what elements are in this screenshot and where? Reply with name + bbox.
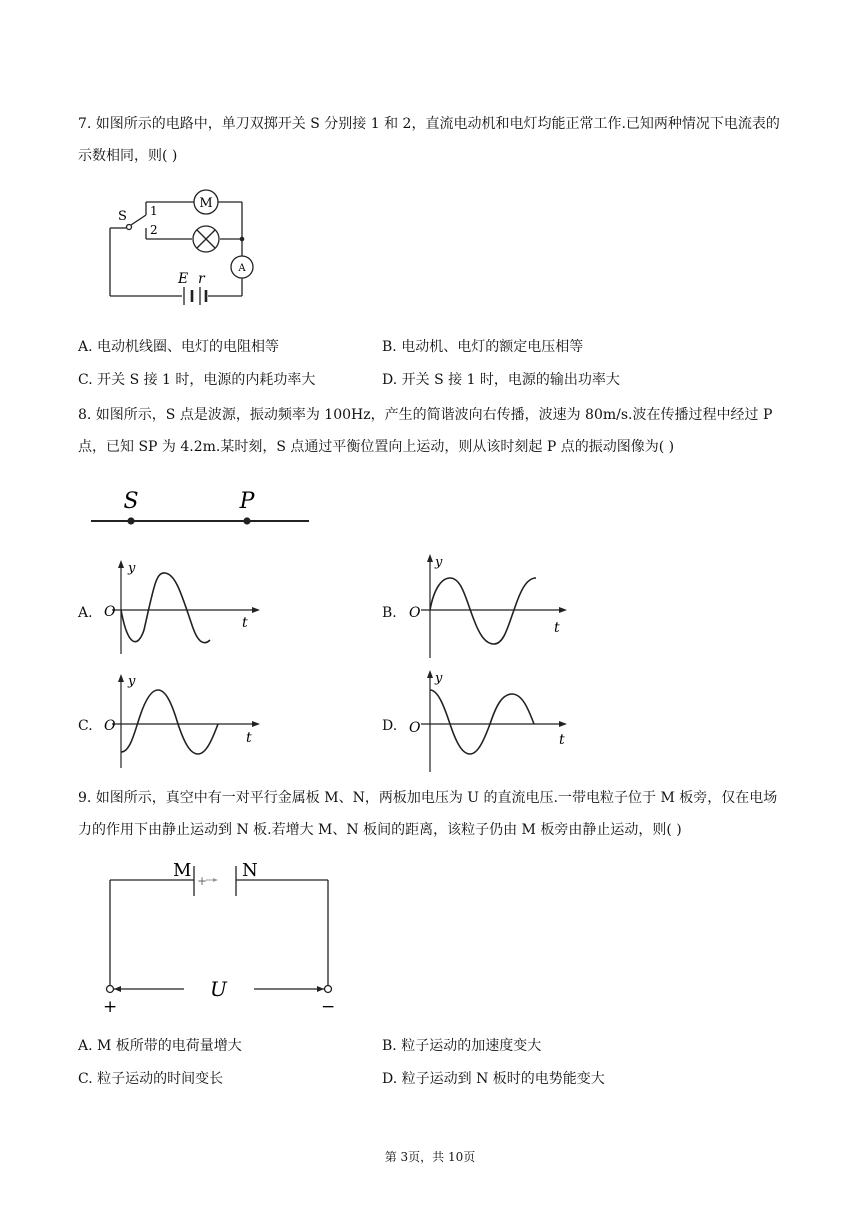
motor-symbol: M: [199, 196, 213, 211]
y-axis-label: y: [128, 561, 136, 576]
t-axis-label: t: [559, 732, 565, 748]
origin-label: O: [409, 605, 421, 621]
q8-option-b[interactable]: B.: [382, 605, 397, 621]
q9-option-b[interactable]: B. 粒子运动的加速度变大: [382, 1038, 542, 1054]
minus-terminal-label: −: [321, 997, 336, 1016]
point-p-dot: [243, 517, 250, 524]
q8-option-a[interactable]: A.: [78, 605, 93, 621]
plus-terminal-label: +: [103, 997, 118, 1016]
y-axis-label: y: [435, 671, 443, 686]
parallel-plates-diagram: [96, 854, 346, 1016]
plate-m-label: M: [173, 860, 192, 881]
question-9-stem: 9. 如图所示，真空中有一对平行金属板 M、N，两板加电压为 U 的直流电压.一带电粒子位于 M 板旁，仅在电场力的作用下由静止运动到 N 板.若增大 M、N 板间的距离，该粒子仍由 M 板旁由静止运动，则( ): [78, 790, 778, 838]
q8-option-c[interactable]: C.: [78, 718, 93, 734]
q7-option-d[interactable]: D. 开关 S 接 1 时，电源的输出功率大: [382, 372, 620, 388]
q8-graph-b[interactable]: [404, 550, 572, 662]
wave-line-diagram: [88, 484, 312, 530]
q8-graph-a[interactable]: [100, 556, 265, 660]
circuit-diagram-q7: [100, 188, 260, 310]
point-p-label: P: [239, 489, 255, 514]
q8-curve-c: [121, 690, 218, 754]
ammeter-symbol: A: [238, 263, 246, 274]
point-s-label: S: [123, 489, 139, 514]
origin-label: O: [104, 718, 116, 734]
y-axis-label: y: [128, 674, 136, 689]
q8-graph-c[interactable]: [100, 668, 265, 772]
q8-option-d[interactable]: D.: [382, 718, 398, 734]
t-axis-label: t: [554, 620, 560, 636]
q9-option-a[interactable]: A. M 板所带的电荷量增大: [78, 1038, 242, 1054]
junction-dot: [240, 237, 245, 242]
plate-n-label: N: [242, 860, 258, 881]
q7-option-c[interactable]: C. 开关 S 接 1 时，电源的内耗功率大: [78, 372, 316, 388]
q9-option-c[interactable]: C. 粒子运动的时间变长: [78, 1071, 224, 1087]
y-axis-label: y: [435, 555, 443, 570]
switch-position-2: 2: [150, 223, 158, 237]
q7-option-a[interactable]: A. 电动机线圈、电灯的电阻相等: [78, 339, 280, 355]
origin-label: O: [104, 604, 116, 620]
switch-label: S: [118, 209, 127, 224]
q8-curve-a: [121, 573, 210, 643]
resistance-label: r: [198, 271, 205, 287]
t-axis-label: t: [246, 730, 252, 746]
q8-graph-d[interactable]: [404, 666, 572, 776]
q8-curve-d: [430, 690, 534, 754]
q9-option-d[interactable]: D. 粒子运动到 N 板时的电势能变大: [382, 1071, 605, 1087]
page-footer: 第 3页，共 10页: [384, 1150, 476, 1164]
voltage-label: U: [210, 977, 227, 1001]
particle-charge-label: +: [197, 874, 208, 888]
t-axis-label: t: [242, 615, 248, 631]
q7-option-b[interactable]: B. 电动机、电灯的额定电压相等: [382, 339, 584, 355]
origin-label: O: [409, 720, 421, 736]
question-7-stem: 7. 如图所示的电路中，单刀双掷开关 S 分别接 1 和 2，直流电动机和电灯均能正常工作.已知两种情况下电流表的示数相同，则( ): [78, 116, 780, 164]
q8-curve-b: [430, 578, 536, 644]
point-s-dot: [127, 517, 134, 524]
switch-position-1: 1: [150, 204, 158, 218]
question-8-stem: 8. 如图所示，S 点是波源，振动频率为 100Hz，产生的简谐波向右传播，波速为 80m/s.波在传播过程中经过 P 点，已知 SP 为 4.2m.某时刻，S 点通过平衡位置向上运动，则从该时刻起 P 点的振动图像为( ): [78, 407, 773, 455]
emf-label: E: [178, 271, 189, 287]
